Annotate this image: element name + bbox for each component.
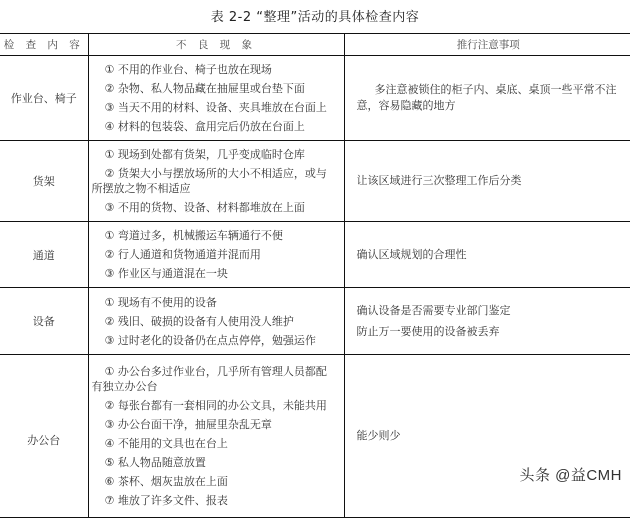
notes-cell — [344, 355, 630, 518]
table-row — [0, 141, 630, 222]
table-row — [0, 288, 630, 355]
note-text: 多注意被锁住的柜子内、桌底、桌顶一些平常不注意，容易隐藏的地方 — [356, 83, 617, 112]
note-text: 让该区域进行三次整理工作后分类 — [356, 174, 522, 187]
issues-cell — [88, 56, 344, 141]
issue-item: ① 弯道过多，机械搬运车辆通行不便 — [104, 229, 283, 242]
category-cell: 通道 — [0, 222, 88, 288]
issue-item: ② 货架大小与摆放场所的大小不相适应，或与所摆放之物不相适应 — [91, 167, 327, 195]
note-text: 能少则少 — [356, 429, 401, 442]
issue-item: ① 现场有不使用的设备 — [104, 295, 217, 309]
issue-item: ③ 当天不用的材料、设备、夹具堆放在台面上 — [104, 101, 327, 114]
issues-cell — [88, 288, 344, 355]
table-title: 表 2-2 “整理”活动的具体检查内容 — [210, 10, 420, 25]
issue-item: ③ 办公台面干净，抽屉里杂乱无章 — [104, 418, 272, 431]
issue-item: ⑥ 茶杯、烟灰盅放在上面 — [104, 475, 228, 488]
notes-cell — [344, 222, 630, 288]
issue-item: ③ 作业区与通道混在一块 — [104, 267, 228, 280]
note-text: 防止万一要使用的设备被丢弃 — [356, 324, 500, 338]
issue-item: ④ 不能用的文具也在台上 — [104, 437, 228, 450]
issue-item: ④ 材料的包装袋、盒用完后仍放在台面上 — [104, 120, 305, 133]
issue-item: ② 每张台都有一套相同的办公文具，未能共用 — [104, 399, 327, 412]
table-header-row — [0, 34, 630, 56]
note-text: 确认区域规划的合理性 — [356, 247, 467, 261]
issue-item: ② 残旧、破损的设备有人使用没人维护 — [104, 314, 294, 328]
issue-item: ⑦ 堆放了许多文件、报表 — [104, 494, 228, 507]
issues-cell — [88, 355, 344, 518]
issues-cell — [88, 141, 344, 222]
issue-item: ② 行人通道和货物通道并混而用 — [104, 248, 261, 261]
watermark: 头条 @益CMH — [519, 467, 622, 484]
notes-cell — [344, 141, 630, 222]
issues-cell — [88, 222, 344, 288]
notes-cell — [344, 56, 630, 141]
issue-item: ③ 过时老化的设备仍在点点停停，勉强运作 — [104, 333, 316, 347]
header-implementation-notes: 推行注意事项 — [344, 34, 630, 56]
header-inspection-item: 检 查 内 容 — [0, 34, 88, 56]
issue-item: ① 不用的作业台、椅子也放在现场 — [104, 63, 272, 76]
issue-item: ① 现场到处都有货架，几乎变成临时仓库 — [104, 148, 305, 161]
notes-cell — [344, 288, 630, 355]
table-row — [0, 222, 630, 288]
category-cell: 设备 — [0, 288, 88, 355]
header-bad-phenomena: 不 良 现 象 — [88, 34, 344, 56]
issue-item: ① 办公台多过作业台，几乎所有管理人员都配有独立办公台 — [91, 365, 327, 393]
issue-item: ② 杂物、私人物品藏在抽屉里或台垫下面 — [104, 82, 305, 95]
issue-item: ③ 不用的货物、设备、材料都堆放在上面 — [104, 201, 305, 214]
issue-item: ⑤ 私人物品随意放置 — [104, 456, 206, 469]
note-text: 确认设备是否需要专业部门鉴定 — [356, 303, 511, 317]
category-cell: 作业台、椅子 — [0, 56, 88, 141]
table-row — [0, 56, 630, 141]
table-row — [0, 355, 630, 518]
inspection-table — [0, 33, 630, 518]
category-cell: 办公台 — [0, 355, 88, 518]
category-cell: 货架 — [0, 141, 88, 222]
